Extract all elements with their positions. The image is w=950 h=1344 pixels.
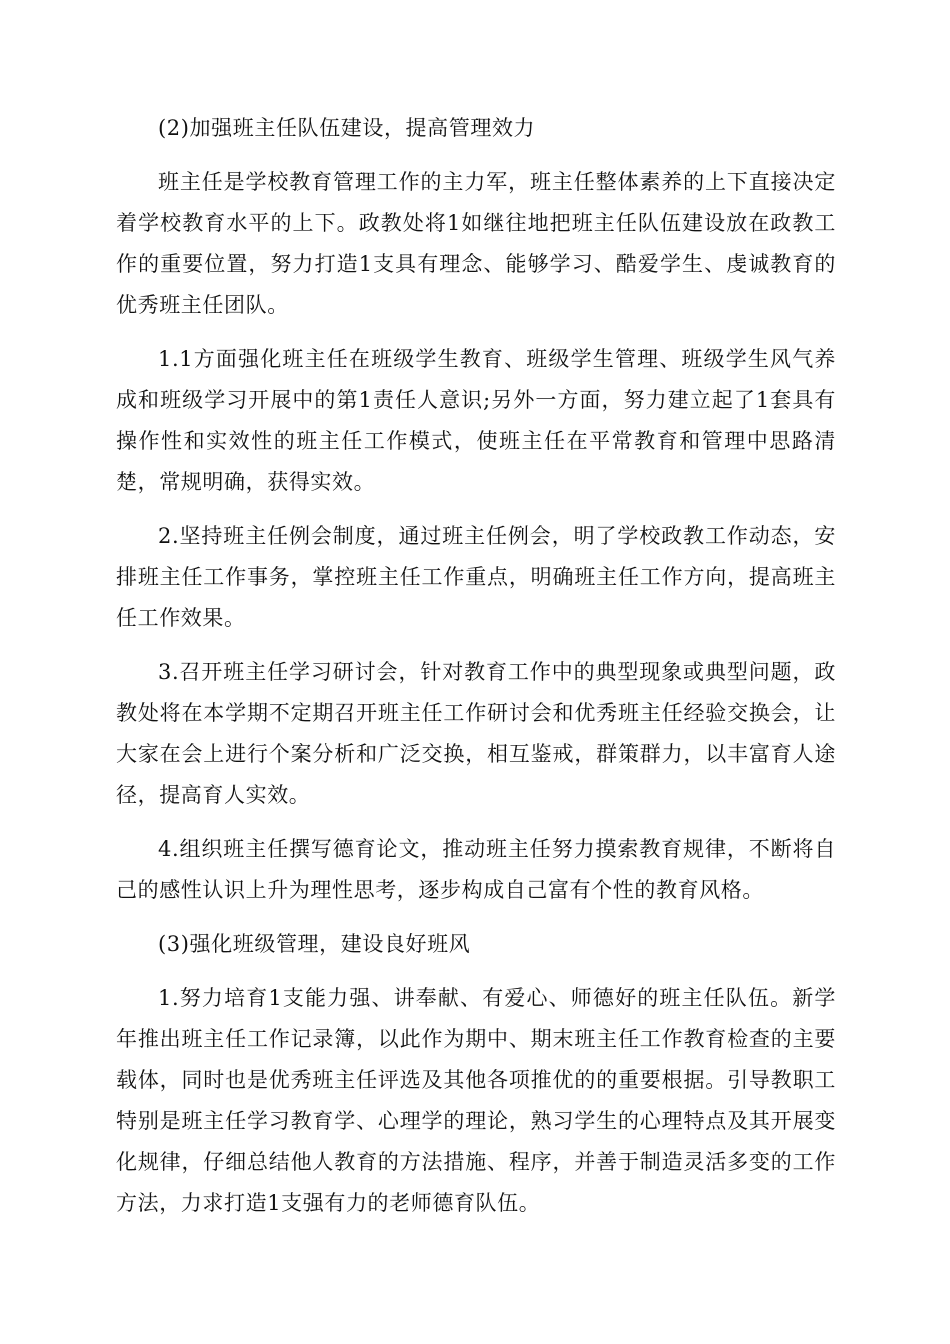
paragraph-intro: 班主任是学校教育管理工作的主力军，班主任整体素养的上下直接决定着学校教育水平的上下。政教处将1如继往地把班主任队伍建设放在政教工作的重要位置，努力打造1支具有理念、能够学习、酷爱学生、虔诚教育的优秀班主任团队。 xyxy=(116,170,836,317)
section-heading-2: (2)加强班主任队伍建设，提高管理效力 xyxy=(158,116,536,140)
paragraph-class-management-1: 1.努力培育1支能力强、讲奉献、有爱心、师德好的班主任队伍。新学年推出班主任工作记录簿，以此作为期中、期末班主任工作教育检查的主要载体，同时也是优秀班主任评选及其他各项推优的的重要根据。引导教职工特别是班主任学习教育学、心理学的理论，熟习学生的心理特点及其开展变化规律，仔细总结他人教育的方法措施、程序，并善于制造灵活多变的工作方法，力求打造1支强有力的老师德育队伍。 xyxy=(116,986,836,1215)
document-body xyxy=(116,108,836,1237)
paragraph-item-4: 4.组织班主任撰写德育论文，推动班主任努力摸索教育规律，不断将自己的感性认识上升为理性思考，逐步构成自己富有个性的教育风格。 xyxy=(116,837,836,902)
section-heading-3: (3)强化班级管理，建设良好班风 xyxy=(158,932,471,956)
paragraph-item-2: 2.坚持班主任例会制度，通过班主任例会，明了学校政教工作动态，安排班主任工作事务，掌控班主任工作重点，明确班主任工作方向，提高班主任工作效果。 xyxy=(116,524,836,630)
paragraph-item-3: 3.召开班主任学习研讨会，针对教育工作中的典型现象或典型问题，政教处将在本学期不定期召开班主任工作研讨会和优秀班主任经验交换会，让大家在会上进行个案分析和广泛交换，相互鉴戒，群策群力，以丰富育人途径，提高育人实效。 xyxy=(116,660,836,807)
paragraph-item-1: 1.1方面强化班主任在班级学生教育、班级学生管理、班级学生风气养成和班级学习开展中的第1责任人意识;另外一方面，努力建立起了1套具有操作性和实效性的班主任工作模式，使班主任在平常教育和管理中思路清楚，常规明确，获得实效。 xyxy=(116,347,836,494)
